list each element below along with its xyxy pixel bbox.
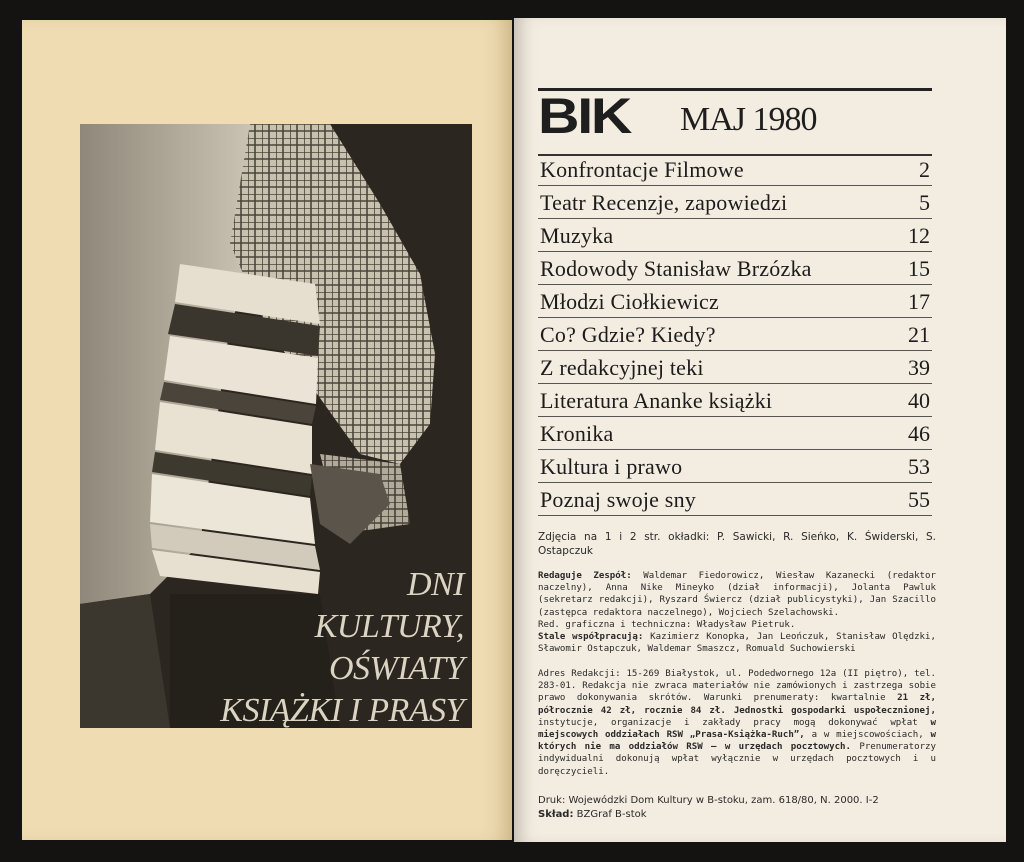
toc-row (538, 156, 932, 186)
cover-caption (220, 564, 464, 728)
editors-block (538, 570, 936, 619)
toc-row (538, 420, 932, 450)
toc-title: Teatr Recenzje, zapowiedzi (540, 190, 788, 215)
toc-title: Poznaj swoje sny (540, 487, 696, 512)
toc-page: 40 (908, 388, 930, 413)
toc-row (538, 321, 932, 351)
toc-title: Rodowody Stanisław Brzózka (540, 256, 812, 281)
left-page (22, 20, 512, 840)
toc-page: 2 (919, 157, 930, 182)
photo-credits: Zdjęcia na 1 i 2 str. okładki: P. Sawicki, R. Sieńko, K. Świderski, S. Ostapczuk (538, 531, 936, 557)
typesetting-line (538, 808, 938, 822)
toc-page: 46 (908, 421, 930, 446)
toc-title: Kultura i prawo (540, 454, 683, 479)
address-text: Adres Redakcji: 15-269 Białystok, ul. Podedwornego 12a (II piętro), tel. 283-01. Redakcja nie zwraca materiałów nie zamówionych i zastrzega sobie prawo dokonywania skrótów. Warunki prenumeraty: kwartalnie (538, 669, 936, 704)
toc-title: Kronika (540, 421, 614, 446)
toc-title: Muzyka (540, 223, 614, 248)
toc-page: 12 (908, 223, 930, 248)
toc-row (538, 255, 932, 285)
printing-info (538, 794, 938, 822)
address-bold: 21 zł, półrocznie 42 zł, rocznie 84 zł. Jednostki gospodarki uspołecznionej, (538, 693, 936, 716)
issue-date: MAJ 1980 (680, 101, 817, 138)
typesetting-text: BZGraf B-stok (576, 809, 647, 820)
toc-page: 39 (908, 355, 930, 380)
toc-page: 5 (919, 190, 930, 215)
cover-caption-line: OŚWIATY (328, 650, 464, 687)
editors-label: Redaguje Zespół: (538, 571, 632, 581)
cover-photo (80, 124, 472, 728)
address-text: a w miejscowościach, (811, 730, 924, 741)
toc-row (538, 387, 932, 417)
toc-page: 15 (908, 256, 930, 281)
right-page (514, 18, 1006, 842)
toc-title: Konfrontacje Filmowe (540, 157, 744, 182)
toc-row (538, 453, 932, 483)
print-line: Druk: Wojewódzki Dom Kultury w B-stoku, zam. 618/80, N. 2000. I-2 (538, 795, 879, 806)
contributors-text: Kazimierz Konopka, Jan Leończuk, Stanisław Olędzki, Sławomir Ostapczuk, Waldemar Smaszcz, Romuald Suchowierski (538, 632, 936, 655)
editorial-staff (538, 570, 936, 655)
toc-row (538, 354, 932, 384)
table-of-contents (538, 154, 932, 519)
address-text: instytucje, organizacje i zakłady pracy mogą dokonywać wpłat (538, 717, 918, 728)
toc-row (538, 189, 932, 219)
toc-title: Literatura Ananke książki (540, 388, 773, 413)
graphic-editor: Red. graficzna i techniczna: Władysław Pietruk. (538, 619, 796, 630)
toc-page: 21 (908, 322, 930, 347)
cover-caption-line: DNI (406, 566, 464, 603)
toc-page: 53 (908, 454, 930, 479)
toc-title: Z redakcyjnej teki (540, 355, 704, 380)
address-bold: w miejscowych oddziałach RSW „Prasa-Książka-Ruch”, (538, 717, 936, 741)
typesetting-label: Skład: (538, 809, 574, 820)
toc-title: Co? Gdzie? Kiedy? (540, 322, 716, 347)
toc-row (538, 288, 932, 318)
cover-caption-line: KULTURY, (314, 608, 464, 645)
editors-text: Waldemar Fiedorowicz, Wiesław Kazanecki (redaktor naczelny), Anna Nike Mineyko (dział informacji), Jolanta Pawluk (sekretarz redakcji), Ryszard Świercz (dział publicystyki), Jan Szacillo (zastępca redaktora naczelnego), Wojciech Szelachowski. (538, 571, 936, 618)
address-bold: w których nie ma oddziałów RSW — w urzędach pocztowych. (538, 730, 936, 753)
toc-title: Młodzi Ciołkiewicz (540, 289, 719, 314)
address-text: Prenumeratorzy indywidualni dokonują wpłat wyłącznie w urzędach pocztowych i u doręczycieli. (538, 742, 937, 777)
toc-page: 17 (908, 289, 930, 314)
editorial-address (538, 668, 936, 778)
toc-row (538, 486, 932, 516)
masthead (538, 88, 932, 144)
contributors-label: Stale współpracują: (538, 632, 644, 643)
toc-page: 55 (908, 487, 930, 512)
toc-row (538, 222, 932, 252)
cover-caption-line: KSIĄŻKI I PRASY (220, 692, 464, 728)
contributors-block (538, 631, 936, 655)
magazine-logo: BIK (538, 88, 631, 144)
